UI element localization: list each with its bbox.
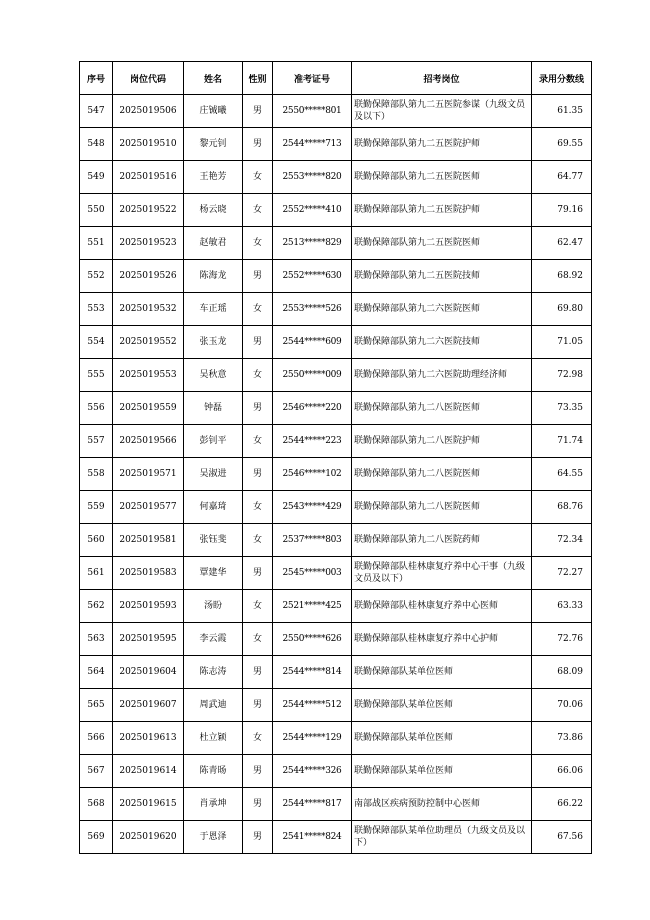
header-code: 岗位代码: [113, 62, 184, 95]
cell-gender: 男: [243, 128, 273, 161]
cell-exam-id: 2543*****429: [273, 491, 352, 524]
cell-post: 联勤保障部队第九二五医院医师: [352, 227, 532, 260]
cell-score: 79.16: [532, 194, 592, 227]
cell-name: 陈海龙: [184, 260, 243, 293]
cell-gender: 男: [243, 95, 273, 128]
cell-name: 杨云晓: [184, 194, 243, 227]
cell-score: 68.92: [532, 260, 592, 293]
cell-score: 72.98: [532, 359, 592, 392]
cell-no: 567: [80, 755, 113, 788]
header-score: 录用分数线: [532, 62, 592, 95]
cell-gender: 男: [243, 755, 273, 788]
cell-exam-id: 2521*****425: [273, 590, 352, 623]
cell-score: 71.74: [532, 425, 592, 458]
cell-no: 551: [80, 227, 113, 260]
cell-no: 550: [80, 194, 113, 227]
cell-no: 558: [80, 458, 113, 491]
table-row: [80, 689, 592, 722]
cell-code: 2025019522: [113, 194, 184, 227]
cell-post: 联勤保障部队第九二八医院护师: [352, 425, 532, 458]
cell-code: 2025019566: [113, 425, 184, 458]
cell-no: 554: [80, 326, 113, 359]
table-row: [80, 392, 592, 425]
table-row: [80, 788, 592, 821]
cell-score: 63.33: [532, 590, 592, 623]
cell-score: 72.27: [532, 557, 592, 590]
cell-code: 2025019583: [113, 557, 184, 590]
cell-code: 2025019571: [113, 458, 184, 491]
cell-name: 李云霞: [184, 623, 243, 656]
cell-no: 555: [80, 359, 113, 392]
table-row: [80, 95, 592, 128]
cell-no: 547: [80, 95, 113, 128]
cell-code: 2025019532: [113, 293, 184, 326]
cell-code: 2025019595: [113, 623, 184, 656]
table-row: [80, 524, 592, 557]
cell-exam-id: 2552*****410: [273, 194, 352, 227]
cell-gender: 女: [243, 359, 273, 392]
cell-code: 2025019526: [113, 260, 184, 293]
table-row: [80, 458, 592, 491]
cell-exam-id: 2544*****609: [273, 326, 352, 359]
table-row: [80, 359, 592, 392]
cell-name: 周武迪: [184, 689, 243, 722]
cell-post: 联勤保障部队第九二八医院医师: [352, 491, 532, 524]
cell-code: 2025019523: [113, 227, 184, 260]
table-row: [80, 128, 592, 161]
cell-score: 62.47: [532, 227, 592, 260]
cell-exam-id: 2544*****326: [273, 755, 352, 788]
cell-no: 553: [80, 293, 113, 326]
cell-post: 联勤保障部队第九二五医院护师: [352, 194, 532, 227]
cell-post: 联勤保障部队第九二八医院医师: [352, 392, 532, 425]
cell-name: 陈志涛: [184, 656, 243, 689]
cell-code: 2025019559: [113, 392, 184, 425]
cell-score: 67.56: [532, 821, 592, 854]
table-row: [80, 656, 592, 689]
cell-exam-id: 2544*****129: [273, 722, 352, 755]
cell-name: 车正瑶: [184, 293, 243, 326]
cell-name: 钟磊: [184, 392, 243, 425]
cell-post: 联勤保障部队桂林康复疗养中心医师: [352, 590, 532, 623]
cell-post: 联勤保障部队某单位医师: [352, 656, 532, 689]
cell-gender: 男: [243, 821, 273, 854]
table-row: [80, 557, 592, 590]
cell-code: 2025019553: [113, 359, 184, 392]
cell-name: 庄铖曦: [184, 95, 243, 128]
cell-score: 70.06: [532, 689, 592, 722]
cell-exam-id: 2541*****824: [273, 821, 352, 854]
cell-code: 2025019615: [113, 788, 184, 821]
table-row: [80, 161, 592, 194]
cell-score: 66.22: [532, 788, 592, 821]
table-row: [80, 425, 592, 458]
cell-post: 联勤保障部队第九二五医院技师: [352, 260, 532, 293]
cell-no: 556: [80, 392, 113, 425]
cell-exam-id: 2553*****526: [273, 293, 352, 326]
cell-score: 61.35: [532, 95, 592, 128]
table-row: [80, 491, 592, 524]
cell-name: 于恩泽: [184, 821, 243, 854]
cell-exam-id: 2546*****220: [273, 392, 352, 425]
cell-post: 联勤保障部队某单位助理员（九级文员及以下）: [352, 821, 532, 854]
cell-post: 联勤保障部队某单位医师: [352, 755, 532, 788]
cell-post: 联勤保障部队第九二八医院医师: [352, 458, 532, 491]
cell-score: 71.05: [532, 326, 592, 359]
cell-name: 何嘉琦: [184, 491, 243, 524]
table-row: [80, 260, 592, 293]
cell-exam-id: 2550*****801: [273, 95, 352, 128]
cell-gender: 女: [243, 590, 273, 623]
cell-exam-id: 2544*****223: [273, 425, 352, 458]
table-row: [80, 590, 592, 623]
cell-code: 2025019614: [113, 755, 184, 788]
cell-score: 72.76: [532, 623, 592, 656]
cell-gender: 女: [243, 425, 273, 458]
cell-post: 联勤保障部队第九二八医院药师: [352, 524, 532, 557]
cell-no: 560: [80, 524, 113, 557]
table-row: [80, 821, 592, 854]
cell-name: 杜立颖: [184, 722, 243, 755]
table-row: [80, 326, 592, 359]
cell-exam-id: 2553*****820: [273, 161, 352, 194]
header-exam-id: 准考证号: [273, 62, 352, 95]
cell-code: 2025019552: [113, 326, 184, 359]
cell-gender: 女: [243, 227, 273, 260]
cell-exam-id: 2544*****512: [273, 689, 352, 722]
cell-no: 563: [80, 623, 113, 656]
cell-gender: 男: [243, 788, 273, 821]
cell-gender: 男: [243, 326, 273, 359]
cell-score: 73.86: [532, 722, 592, 755]
cell-name: 彭钊平: [184, 425, 243, 458]
header-name: 姓名: [184, 62, 243, 95]
cell-post: 联勤保障部队第九二五医院护师: [352, 128, 532, 161]
cell-code: 2025019593: [113, 590, 184, 623]
cell-exam-id: 2550*****009: [273, 359, 352, 392]
table-row: [80, 623, 592, 656]
cell-post: 联勤保障部队第九二六医院助理经济师: [352, 359, 532, 392]
cell-gender: 女: [243, 623, 273, 656]
cell-post: 联勤保障部队桂林康复疗养中心护师: [352, 623, 532, 656]
cell-no: 562: [80, 590, 113, 623]
cell-post: 联勤保障部队第九二六医院医师: [352, 293, 532, 326]
cell-code: 2025019607: [113, 689, 184, 722]
cell-exam-id: 2544*****814: [273, 656, 352, 689]
cell-name: 赵敏君: [184, 227, 243, 260]
cell-code: 2025019613: [113, 722, 184, 755]
cell-exam-id: 2513*****829: [273, 227, 352, 260]
cell-gender: 女: [243, 524, 273, 557]
cell-name: 张钰斐: [184, 524, 243, 557]
cell-no: 559: [80, 491, 113, 524]
cell-gender: 男: [243, 392, 273, 425]
cell-name: 张玉龙: [184, 326, 243, 359]
cell-score: 64.55: [532, 458, 592, 491]
cell-score: 68.09: [532, 656, 592, 689]
admission-table: [79, 61, 592, 854]
cell-score: 64.77: [532, 161, 592, 194]
cell-gender: 男: [243, 260, 273, 293]
cell-post: 联勤保障部队某单位医师: [352, 689, 532, 722]
cell-no: 568: [80, 788, 113, 821]
cell-score: 69.55: [532, 128, 592, 161]
cell-gender: 女: [243, 161, 273, 194]
cell-gender: 女: [243, 491, 273, 524]
cell-exam-id: 2550*****626: [273, 623, 352, 656]
cell-no: 561: [80, 557, 113, 590]
table-row: [80, 722, 592, 755]
cell-code: 2025019581: [113, 524, 184, 557]
header-row: [80, 62, 592, 95]
header-no: 序号: [80, 62, 113, 95]
cell-no: 564: [80, 656, 113, 689]
cell-gender: 女: [243, 194, 273, 227]
cell-gender: 女: [243, 293, 273, 326]
cell-no: 566: [80, 722, 113, 755]
cell-no: 565: [80, 689, 113, 722]
cell-gender: 女: [243, 722, 273, 755]
cell-gender: 男: [243, 656, 273, 689]
cell-exam-id: 2544*****713: [273, 128, 352, 161]
cell-post: 联勤保障部队桂林康复疗养中心干事（九级文员及以下）: [352, 557, 532, 590]
cell-code: 2025019510: [113, 128, 184, 161]
table-row: [80, 293, 592, 326]
table-row: [80, 227, 592, 260]
cell-post: 联勤保障部队某单位医师: [352, 722, 532, 755]
cell-no: 552: [80, 260, 113, 293]
cell-code: 2025019620: [113, 821, 184, 854]
cell-code: 2025019604: [113, 656, 184, 689]
cell-exam-id: 2545*****003: [273, 557, 352, 590]
cell-exam-id: 2552*****630: [273, 260, 352, 293]
cell-no: 557: [80, 425, 113, 458]
table-row: [80, 194, 592, 227]
cell-name: 王艳芳: [184, 161, 243, 194]
cell-code: 2025019506: [113, 95, 184, 128]
cell-exam-id: 2544*****817: [273, 788, 352, 821]
header-gender: 性别: [243, 62, 273, 95]
cell-score: 69.80: [532, 293, 592, 326]
cell-name: 覃建华: [184, 557, 243, 590]
cell-gender: 男: [243, 689, 273, 722]
cell-score: 72.34: [532, 524, 592, 557]
cell-no: 569: [80, 821, 113, 854]
cell-name: 黎元钊: [184, 128, 243, 161]
cell-score: 68.76: [532, 491, 592, 524]
cell-name: 吴淑进: [184, 458, 243, 491]
cell-post: 联勤保障部队第九二六医院技师: [352, 326, 532, 359]
table-row: [80, 755, 592, 788]
cell-no: 549: [80, 161, 113, 194]
cell-exam-id: 2546*****102: [273, 458, 352, 491]
cell-gender: 男: [243, 557, 273, 590]
cell-name: 陈青旸: [184, 755, 243, 788]
table-body: [80, 95, 592, 854]
cell-post: 联勤保障部队第九二五医院医师: [352, 161, 532, 194]
cell-name: 肖承坤: [184, 788, 243, 821]
cell-code: 2025019516: [113, 161, 184, 194]
cell-code: 2025019577: [113, 491, 184, 524]
cell-no: 548: [80, 128, 113, 161]
cell-gender: 男: [243, 458, 273, 491]
cell-name: 汤盼: [184, 590, 243, 623]
cell-post: 联勤保障部队第九二五医院参谋（九级文员及以下）: [352, 95, 532, 128]
cell-exam-id: 2537*****803: [273, 524, 352, 557]
cell-post: 南部战区疾病预防控制中心医师: [352, 788, 532, 821]
header-post: 招考岗位: [352, 62, 532, 95]
cell-name: 吴秋意: [184, 359, 243, 392]
cell-score: 73.35: [532, 392, 592, 425]
cell-score: 66.06: [532, 755, 592, 788]
